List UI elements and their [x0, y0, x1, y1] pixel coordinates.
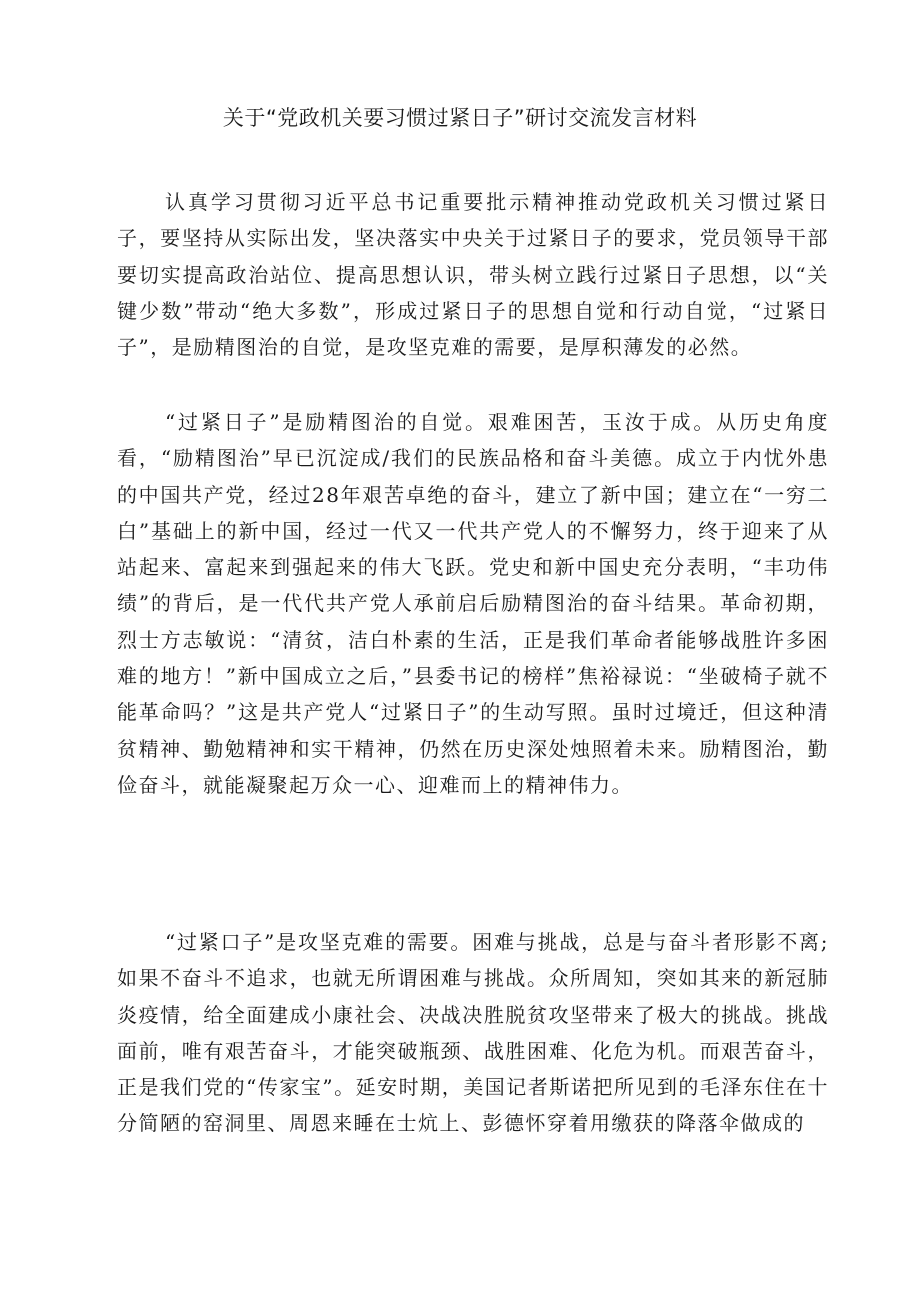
paragraph-intro: 认真学习贯彻习近平总书记重要批示精神推动党政机关习惯过紧日子，要坚持从实际出发，坚决落实中央关于过紧日子的要求，党员领导干部要切实提高政治站位、提高思想认识，带头树立践行过紧日子思想，以“关键少数”带动“绝大多数”，形成过紧日子的思想自觉和行动自觉，“过紧日子”，是励精图治的自觉，是攻坚克难的需要，是厚积薄发的必然。	[117, 190, 829, 360]
document-title: 关于“党政机关要习惯过紧日子”研讨交流发言材料	[222, 106, 698, 130]
paragraph-overcoming-difficulties: “过紧口子”是攻坚克难的需要。困难与挑战，总是与奋斗者形影不离;如果不奋斗不追求，也就无所谓困难与挑战。众所周知，突如其来的新冠肺炎疫情，给全面建成小康社会、决战决胜脱贫攻坚带来了极大的挑战。挑战面前，唯有艰苦奋斗，才能突破瓶颈、战胜困难、化危为机。而艰苦奋斗，正是我们党的“传家宝”。延安时期，美国记者斯诺把所见到的毛泽东住在十分简陋的窑洞里、周恩来睡在士炕上、彭德怀穿着用缴获的降落伞做成的	[117, 930, 829, 1136]
paragraph-diligence: “过紧日子”是励精图治的自觉。艰难困苦，玉汝于成。从历史角度看，“励精图治”早已沉淀成/我们的民族品格和奋斗美德。成立于内忧外患的中国共产党，经过28年艰苦卓绝的奋斗，建立了新中国；建立在“一穷二白”基础上的新中国，经过一代又一代共产党人的不懈努力，终于迎来了从站起来、富起来到强起来的伟大飞跃。党史和新中国史充分表明，“丰功伟绩”的背后，是一代代共产党人承前启后励精图治的奋斗结果。革命初期，烈士方志敏说：“清贫，洁白朴素的生活，正是我们革命者能够战胜许多困难的地方！”新中国成立之后，”县委书记的榜样”焦裕禄说：“坐破椅子就不能革命吗？”这是共产党人“过紧日子”的生动写照。虽时过境迁，但这种清贫精神、勤勉精神和实干精神，仍然在历史深处烛照着未来。励精图治，勤俭奋斗，就能凝聚起万众一心、迎难而上的精神伟力。	[117, 410, 829, 797]
